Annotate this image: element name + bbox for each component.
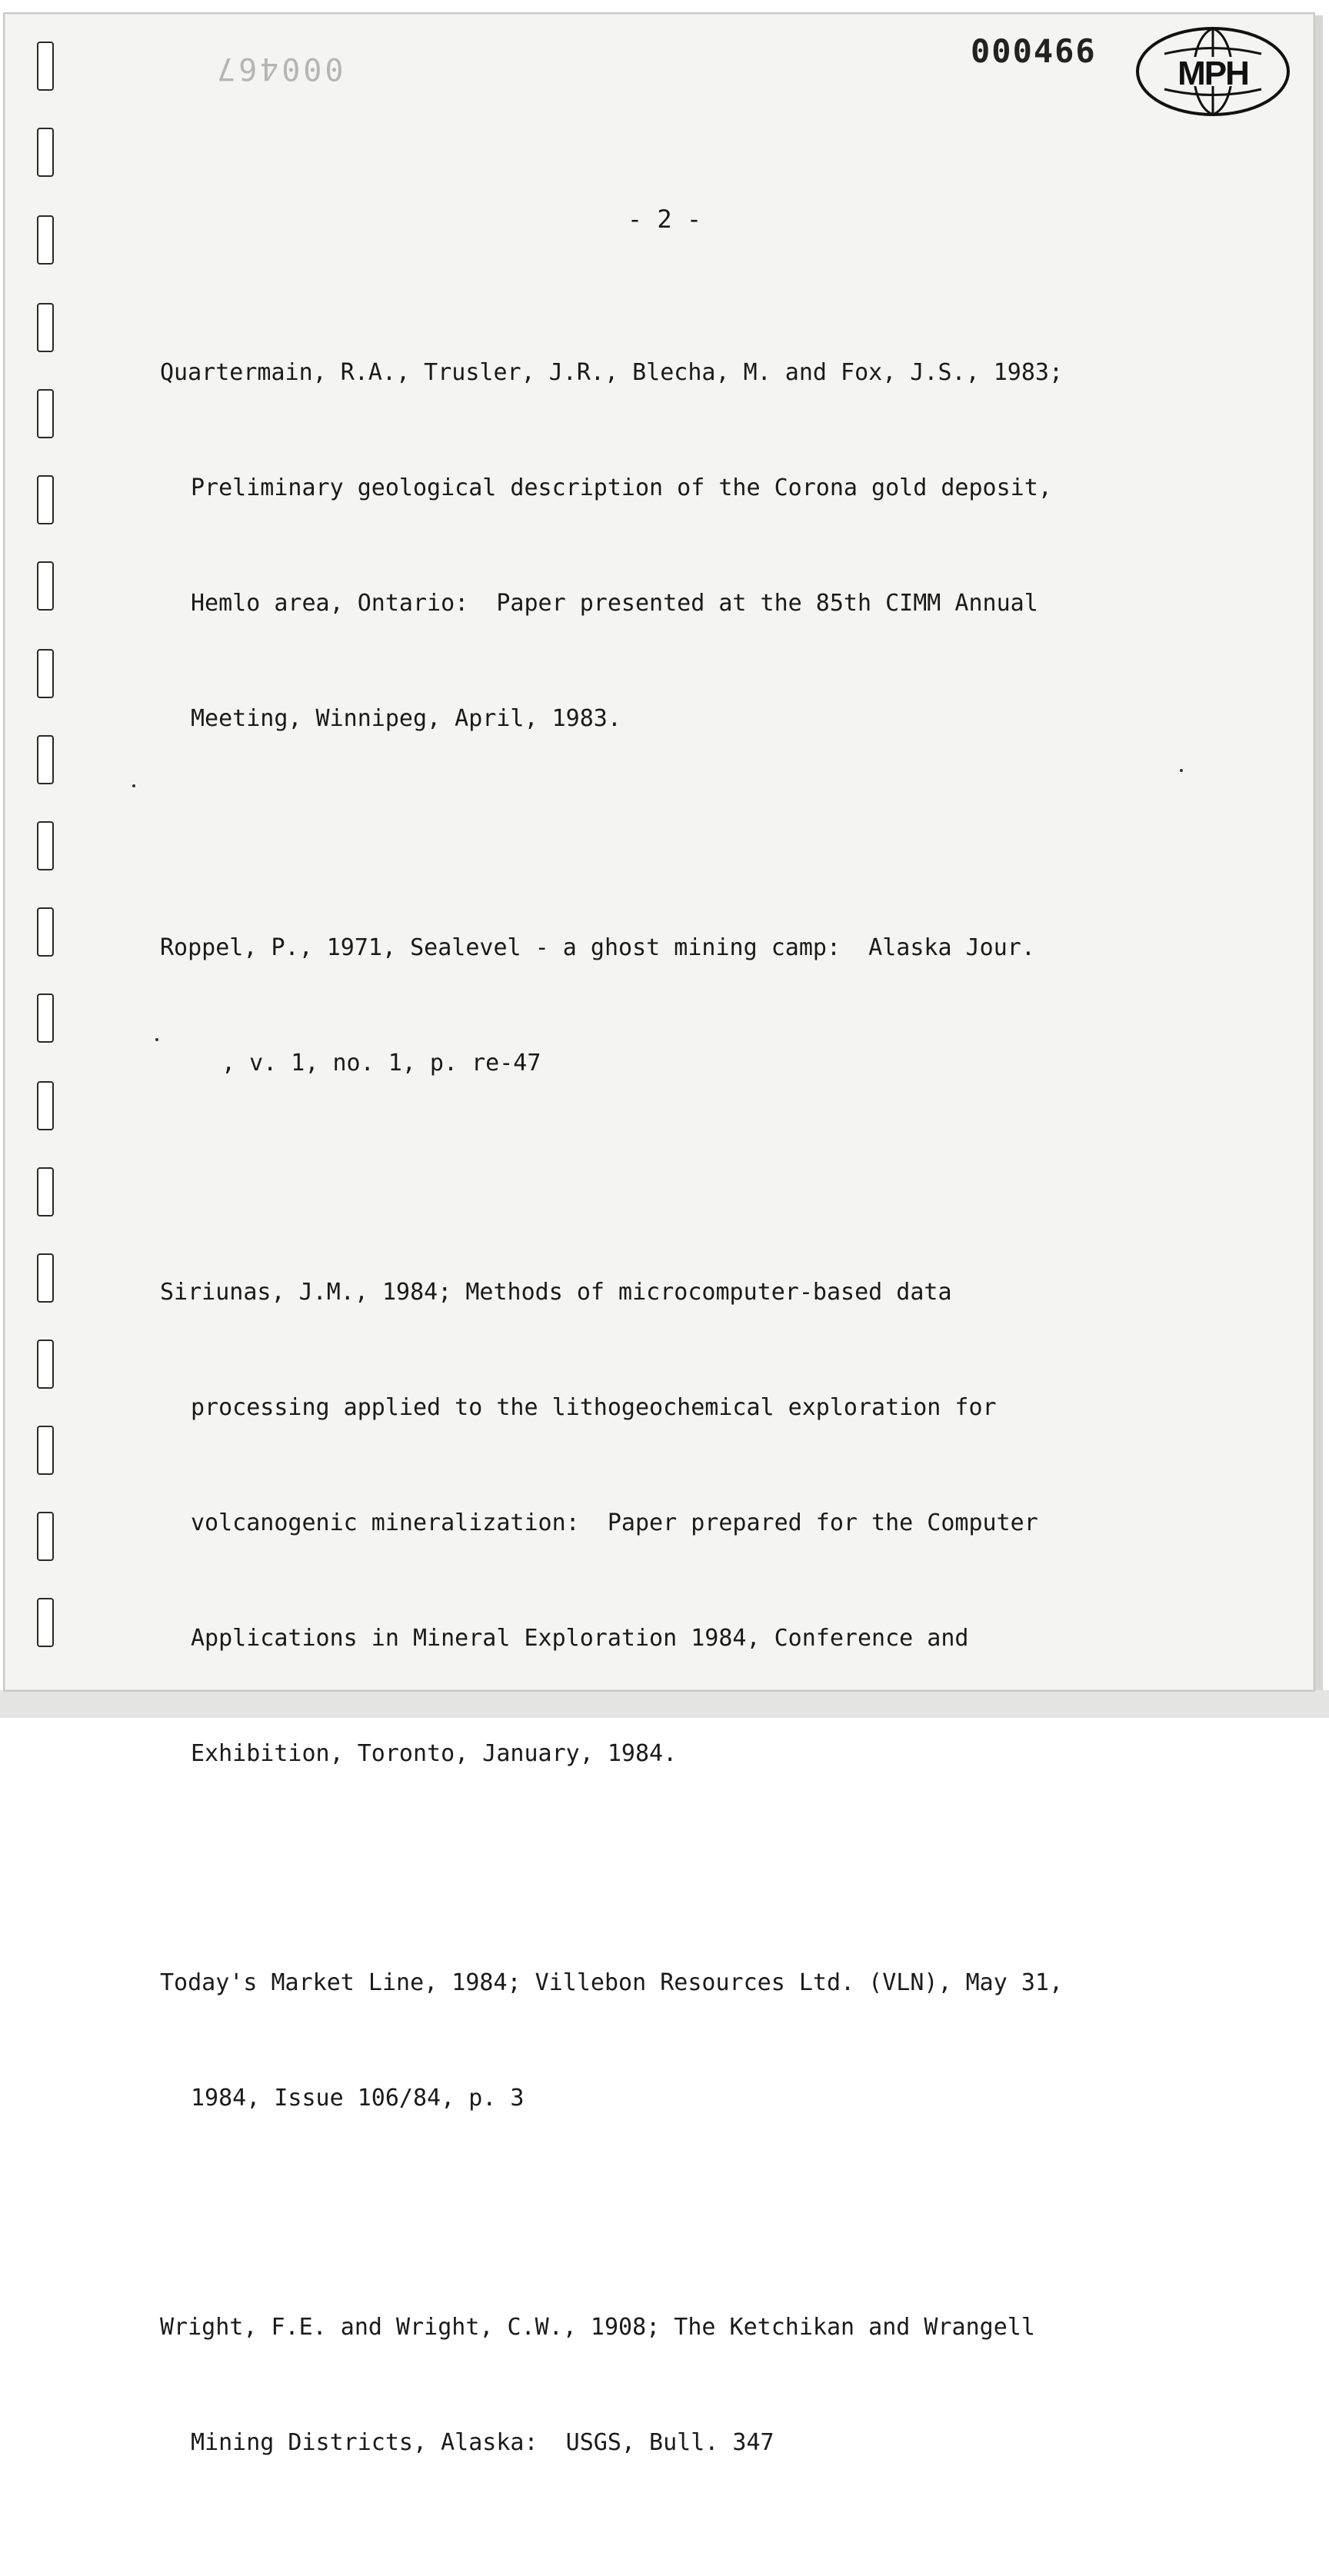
binder-hole	[37, 907, 54, 957]
reference-entry	[160, 852, 1191, 1160]
binder-hole	[37, 1512, 54, 1561]
reference-line: Today's Market Line, 1984; Villebon Resources Ltd. (VLN), May 31,	[160, 1969, 1063, 1996]
binder-hole	[37, 1253, 54, 1303]
reference-line: Exhibition, Toronto, January, 1984.	[191, 1740, 678, 1767]
reference-line: Siriunas, J.M., 1984; Methods of microcomputer-based data	[160, 1279, 952, 1306]
reference-line: Quartermain, R.A., Trusler, J.R., Blecha, M. and Fox, J.S., 1983;	[160, 359, 1063, 386]
binder-hole	[37, 1598, 54, 1647]
reference-line: , v. 1, no. 1, p. re-47	[222, 1050, 541, 1077]
paper-speck	[1180, 769, 1183, 772]
svg-text:MPH: MPH	[1177, 55, 1248, 92]
mph-logo-icon	[1134, 23, 1292, 120]
reference-line: 1984, Issue 106/84, p. 3	[191, 2085, 525, 2112]
binder-hole	[37, 303, 54, 352]
binder-hole	[37, 128, 54, 177]
binder-hole	[37, 1167, 54, 1216]
paper-speck	[155, 1038, 158, 1041]
reference-entry	[160, 277, 1191, 815]
reference-line: Mining Districts, Alaska: USGS, Bull. 347	[191, 2429, 774, 2456]
reference-entry	[160, 2232, 1191, 2539]
stamp-number: 000466	[971, 32, 1097, 70]
faded-stamp-number: 000467	[214, 51, 344, 86]
reference-line: Preliminary geological description of the Corona gold deposit,	[191, 474, 1052, 501]
reference-entry	[160, 1196, 1191, 1850]
binder-hole	[37, 1340, 54, 1389]
reference-line: Meeting, Winnipeg, April, 1983.	[191, 705, 621, 732]
binder-hole	[37, 42, 54, 91]
reference-line: Wright, F.E. and Wright, C.W., 1908; The Ketchikan and Wrangell	[160, 2314, 1035, 2341]
binder-hole	[37, 649, 54, 698]
reference-entry	[160, 1887, 1191, 2195]
binder-hole	[37, 735, 54, 784]
reference-list	[160, 277, 1191, 2576]
binder-hole	[37, 389, 54, 438]
reference-line: volcanogenic mineralization: Paper prepared for the Computer	[191, 1509, 1038, 1536]
binder-hole	[37, 993, 54, 1043]
binder-hole	[37, 1081, 54, 1130]
reference-line: Applications in Mineral Exploration 1984, Conference and	[191, 1625, 969, 1652]
page-number: - 2 -	[627, 205, 702, 234]
binder-hole	[37, 561, 54, 611]
reference-line: Hemlo area, Ontario: Paper presented at the 85th CIMM Annual	[191, 590, 1038, 617]
binder-hole	[37, 821, 54, 870]
binder-hole	[37, 1426, 54, 1475]
paper-speck	[132, 784, 135, 787]
binder-hole	[37, 475, 54, 524]
reference-line: Roppel, P., 1971, Sealevel - a ghost mining camp: Alaska Jour.	[160, 934, 1035, 961]
reference-line: processing applied to the lithogeochemical exploration for	[191, 1394, 997, 1421]
